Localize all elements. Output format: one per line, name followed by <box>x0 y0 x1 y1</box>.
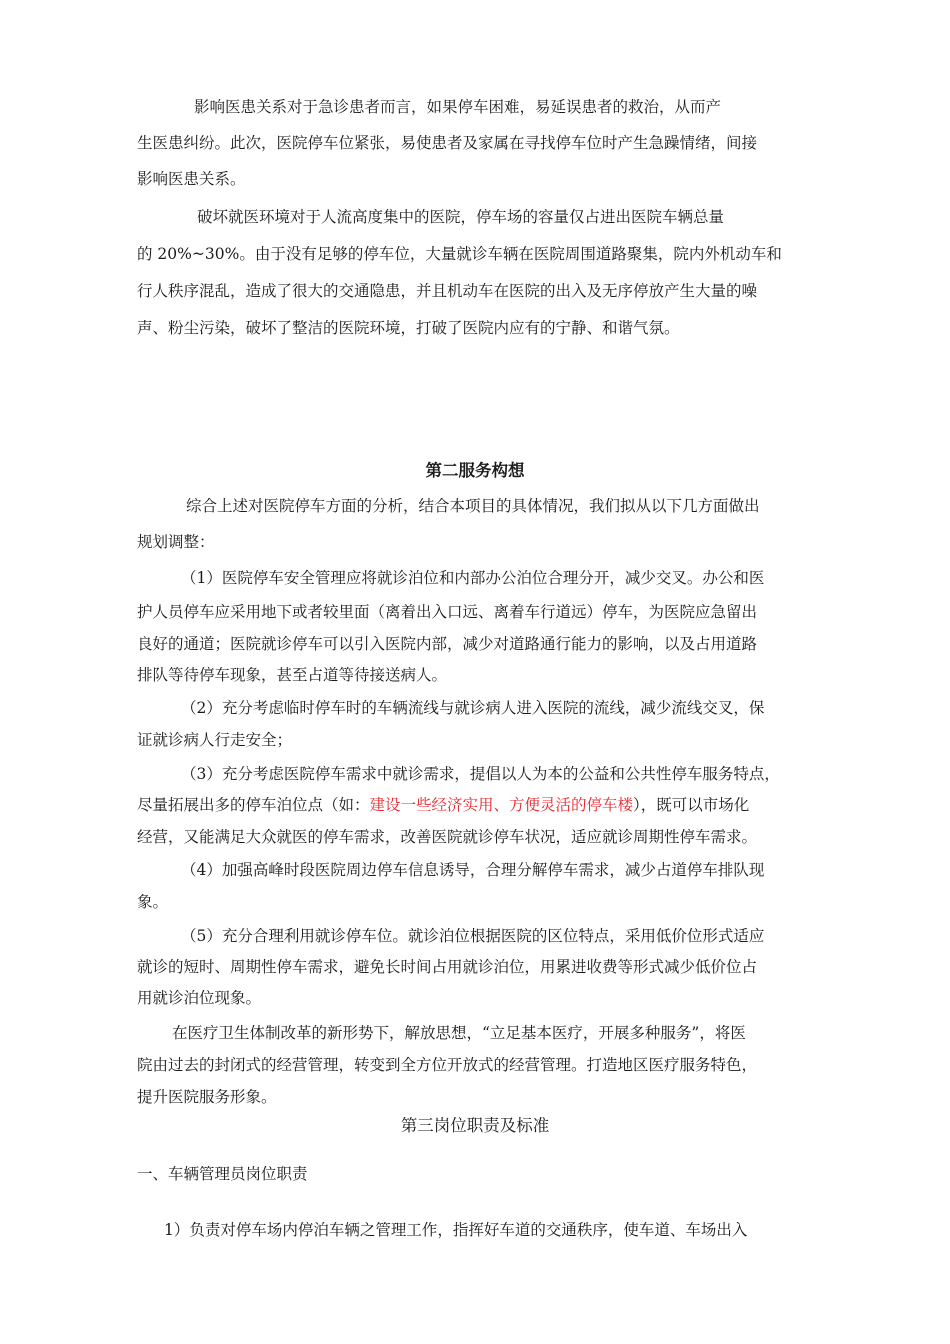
highlighted-text: 建设一些经济实用、方便灵活的停车楼 <box>369 796 634 814</box>
paragraph-line: 护人员停车应采用地下或者较里面（离着出入口远、离着车行道远）停车，为医院应急留出 <box>137 603 758 621</box>
paragraph-line: 象。 <box>137 893 169 911</box>
paragraph-line: 综合上述对医院停车方面的分析，结合本项目的具体情况，我们拟从以下几方面做出 <box>186 497 760 515</box>
subsection-title: 一、车辆管理员岗位职责 <box>137 1165 308 1183</box>
paragraph-line: 生医患纠纷。此次，医院停车位紧张，易使患者及家属在寻找停车位时产生急躁情绪，间接 <box>137 134 758 152</box>
line-text: ），既可以市场化 <box>633 796 750 814</box>
paragraph-line: 影响医患关系。 <box>137 170 246 188</box>
paragraph-line: 影响医患关系对于急诊患者而言，如果停车困难，易延误患者的救治，从而产 <box>194 98 722 116</box>
paragraph-line: 就诊的短时、周期性停车需求，避免长时间占用就诊泊位，用累进收费等形式减少低价位占 <box>137 958 758 976</box>
paragraph-line: （5）充分合理利用就诊停车位。就诊泊位根据医院的区位特点，采用低价位形式适应 <box>181 927 765 945</box>
paragraph-line: 声、粉尘污染，破坏了整洁的医院环境，打破了医院内应有的宁静、和谐气氛。 <box>137 319 680 337</box>
paragraph-line: 经营，又能满足大众就医的停车需求，改善医院就诊停车状况，适应就诊周期性停车需求。 <box>137 828 758 846</box>
paragraph-line: 规划调整： <box>137 533 215 551</box>
section-title: 第二服务构想 <box>425 461 525 480</box>
paragraph-line: （3）充分考虑医院停车需求中就诊需求，提倡以人为本的公益和公共性停车服务特点， <box>181 765 780 783</box>
paragraph-line: （4）加强高峰时段医院周边停车信息诱导，合理分解停车需求，减少占道停车排队现 <box>181 861 765 879</box>
paragraph-line: 提升医院服务形象。 <box>137 1088 277 1106</box>
paragraph-line: （2）充分考虑临时停车时的车辆流线与就诊病人进入医院的流线，减少流线交叉，保 <box>181 699 765 717</box>
paragraph-line: 的 20%~30%。由于没有足够的停车位，大量就诊车辆在医院周围道路聚集，院内外机动车和 <box>137 245 782 263</box>
paragraph-line: 行人秩序混乱，造成了很大的交通隐患，并且机动车在医院的出入及无序停放产生大量的噪 <box>137 282 758 300</box>
paragraph-line: 用就诊泊位现象。 <box>137 989 262 1007</box>
paragraph-line: 排队等待停车现象，甚至占道等待接送病人。 <box>137 666 448 684</box>
line-text: 尽量拓展出多的停车泊位点（如： <box>137 796 370 814</box>
paragraph-line: 破坏就医环境对于人流高度集中的医院，停车场的容量仅占进出医院车辆总量 <box>197 208 725 226</box>
paragraph-line: 在医疗卫生体制改革的新形势下，解放思想，“立足基本医疗，开展多种服务”，将医 <box>172 1024 746 1042</box>
paragraph-line: 院由过去的封闭式的经营管理，转变到全方位开放式的经营管理。打造地区医疗服务特色， <box>137 1056 758 1074</box>
paragraph-line: 良好的通道；医院就诊停车可以引入医院内部，减少对道路通行能力的影响，以及占用道路 <box>137 635 758 653</box>
section-title: 第三岗位职责及标准 <box>400 1116 550 1135</box>
paragraph-line: 1）负责对停车场内停泊车辆之管理工作，指挥好车道的交通秩序，使车道、车场出入 <box>164 1221 748 1239</box>
paragraph-line: （1）医院停车安全管理应将就诊泊位和内部办公泊位合理分开，减少交叉。办公和医 <box>181 569 765 587</box>
paragraph-line: 证就诊病人行走安全； <box>137 731 293 749</box>
paragraph-line <box>137 795 749 815</box>
